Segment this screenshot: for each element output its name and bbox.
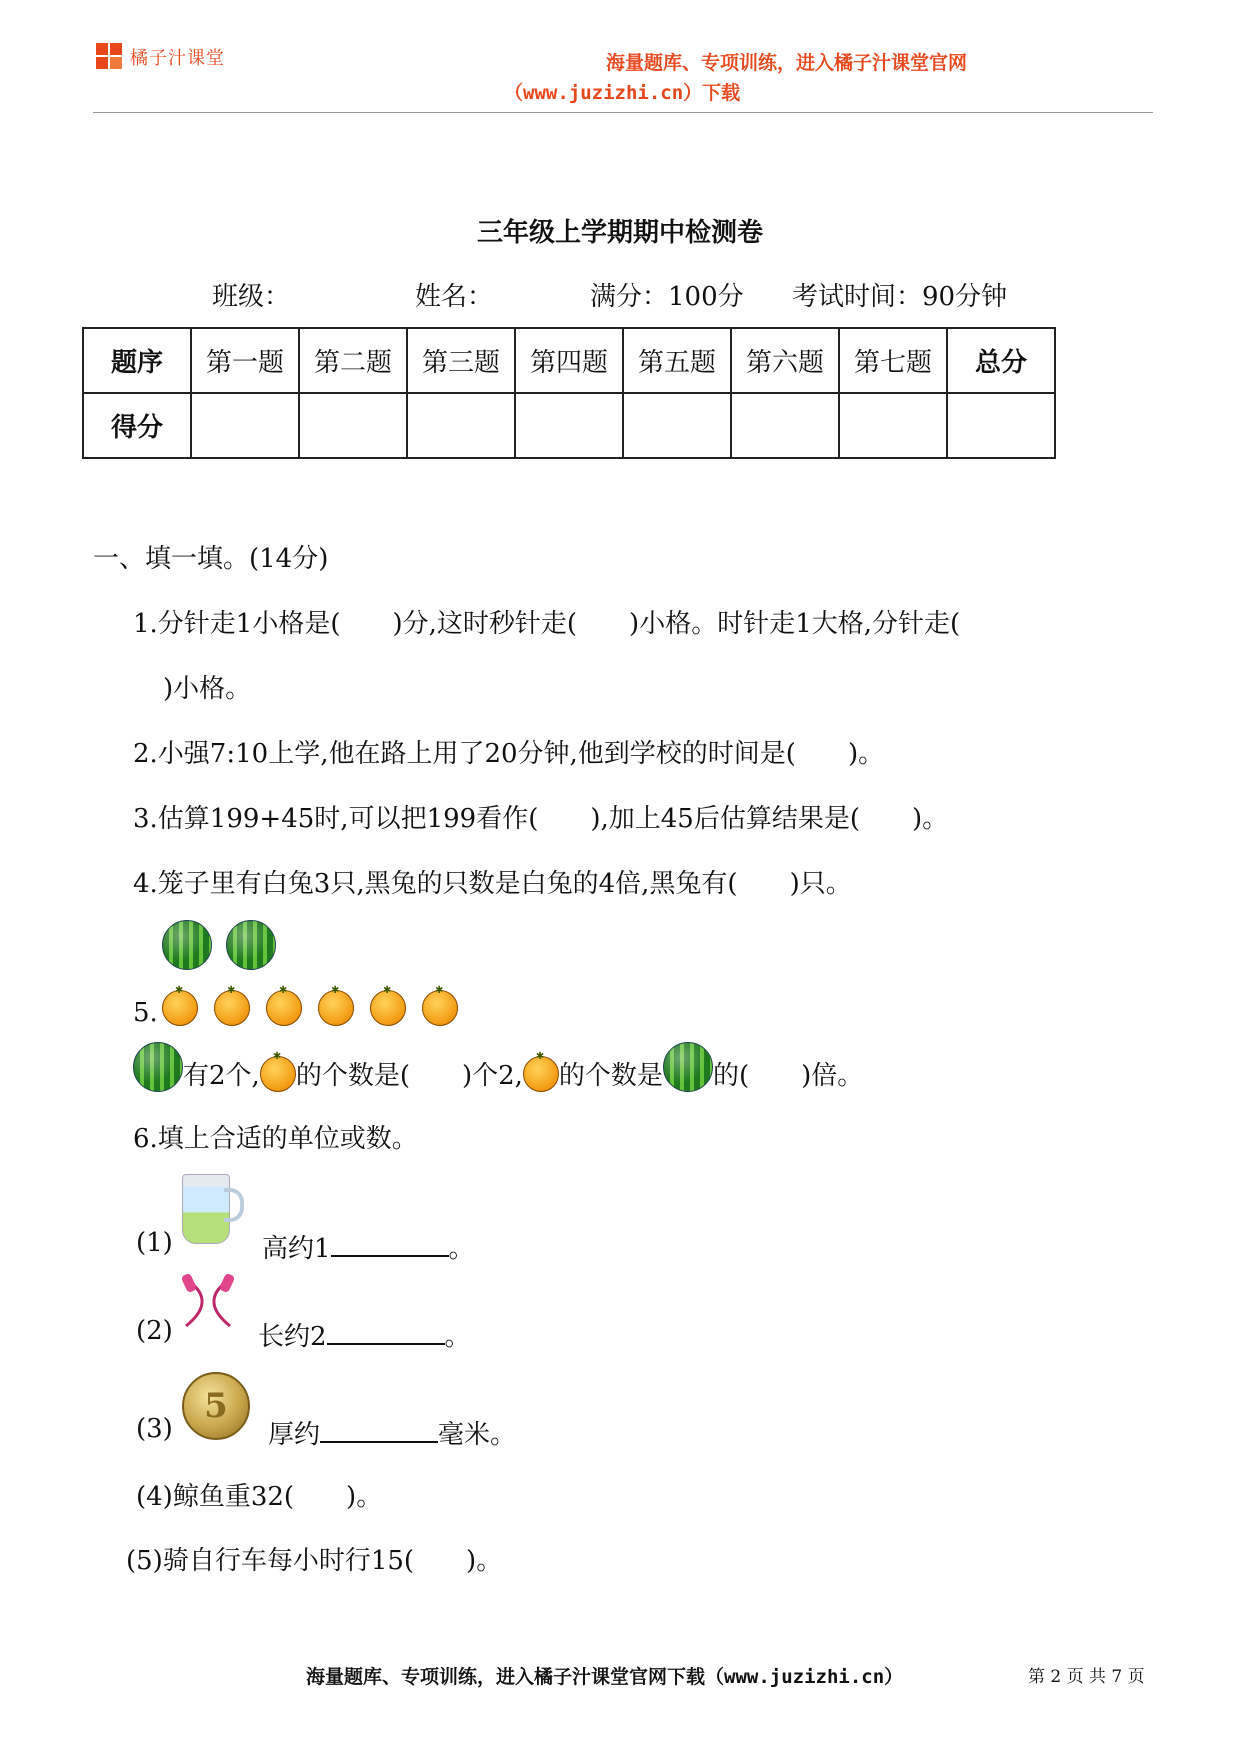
logo-mark-icon [96, 43, 124, 71]
score-cell[interactable] [515, 393, 623, 458]
score-cell[interactable] [731, 393, 839, 458]
q6-4: (4)鲸鱼重32( )。 [136, 1482, 383, 1512]
period: 。 [444, 1322, 471, 1352]
period: 。 [448, 1234, 475, 1264]
page-number: 第 2 页 共 7 页 [1028, 1667, 1145, 1687]
jump-rope-icon [176, 1272, 240, 1336]
watermelon-icon [663, 1042, 713, 1092]
orange-row [162, 990, 458, 1026]
q6-5: (5)骑自行车每小时行15( )。 [126, 1546, 503, 1576]
period: 。 [490, 1420, 517, 1450]
question-4: 4.笼子里有白兔3只,黑兔的只数是白兔的4倍,黑兔有( )只。 [133, 869, 852, 899]
score-cell[interactable] [191, 393, 299, 458]
footer-text[interactable]: 海量题库、专项训练，进入橘子汁课堂官网下载（www.juzizhi.cn） [306, 1666, 904, 1688]
orange-icon [318, 990, 354, 1026]
q6-3-unit: 毫米 [438, 1420, 491, 1450]
row-header-cell: 题序 [83, 328, 191, 393]
column-header: 第二题 [299, 328, 407, 393]
q6-3-sentence [268, 1414, 516, 1451]
q5-text-3: 的个数是 [558, 1061, 663, 1091]
question-6: 6.填上合适的单位或数。 [133, 1124, 418, 1154]
score-cell[interactable] [623, 393, 731, 458]
q6-2-sentence [258, 1316, 471, 1353]
header-ad-line2[interactable]: （www.juzizhi.cn）下载 [504, 82, 741, 104]
q6-3-label: (3) [136, 1414, 173, 1444]
column-header: 第四题 [515, 328, 623, 393]
q5-text-1: 有2个, [183, 1061, 260, 1091]
site-logo[interactable] [96, 43, 225, 71]
coin-digit: 5 [204, 1386, 228, 1426]
header-divider [93, 112, 1153, 113]
cup-icon [178, 1170, 242, 1246]
class-label: 班级： [212, 282, 291, 312]
orange-icon [162, 990, 198, 1026]
orange-icon [370, 990, 406, 1026]
total-header: 总分 [947, 328, 1055, 393]
column-header: 第三题 [407, 328, 515, 393]
watermelon-row [162, 920, 276, 970]
score-table-header-row [83, 328, 1055, 393]
question-5-sentence [133, 1042, 863, 1092]
question-1-line2: )小格。 [163, 674, 252, 704]
column-header: 第六题 [731, 328, 839, 393]
orange-icon [266, 990, 302, 1026]
column-header: 第一题 [191, 328, 299, 393]
q6-1-sentence [262, 1228, 475, 1265]
score-table-score-row [83, 393, 1055, 458]
total-score-cell[interactable] [947, 393, 1055, 458]
orange-icon [422, 990, 458, 1026]
q6-2-label: (2) [136, 1316, 173, 1346]
score-cell[interactable] [407, 393, 515, 458]
q6-1-label: (1) [136, 1228, 173, 1258]
question-3: 3.估算199+45时,可以把199看作( ),加上45后估算结果是( )。 [133, 804, 949, 834]
answer-blank[interactable] [327, 1321, 445, 1345]
page-title: 三年级上学期期中检测卷 [476, 218, 763, 248]
score-cell[interactable] [299, 393, 407, 458]
answer-blank[interactable] [331, 1233, 449, 1257]
score-cell[interactable] [839, 393, 947, 458]
coin-icon [182, 1372, 250, 1440]
exam-time: 考试时间：90分钟 [792, 282, 1008, 312]
q6-3-text: 厚约 [268, 1420, 321, 1450]
q5-text-4: 的( )倍。 [712, 1061, 864, 1091]
score-label-cell: 得分 [83, 393, 191, 458]
column-header: 第五题 [623, 328, 731, 393]
name-label: 姓名： [415, 282, 494, 312]
orange-icon [260, 1056, 296, 1092]
watermelon-icon [133, 1042, 183, 1092]
answer-blank[interactable] [320, 1419, 438, 1443]
question-5-label: 5. [133, 998, 158, 1028]
orange-icon [523, 1056, 559, 1092]
watermelon-icon [226, 920, 276, 970]
q6-2-text: 长约2 [258, 1322, 327, 1352]
score-table [82, 327, 1056, 459]
logo-text: 橘子汁课堂 [130, 48, 225, 69]
orange-icon [214, 990, 250, 1026]
column-header: 第七题 [839, 328, 947, 393]
q6-1-text: 高约1 [262, 1234, 331, 1264]
header-ad-line1: 海量题库、专项训练，进入橘子汁课堂官网 [606, 52, 968, 74]
watermelon-icon [162, 920, 212, 970]
q5-text-2: 的个数是( )个2, [295, 1061, 523, 1091]
section-heading: 一、填一填。(14分) [93, 544, 329, 574]
question-1-line1: 1.分针走1小格是( )分,这时秒针走( )小格。时针走1大格,分针走( [133, 609, 961, 639]
full-score: 满分：100分 [590, 282, 744, 312]
question-2: 2.小强7:10上学,他在路上用了20分钟,他到学校的时间是( )。 [133, 739, 885, 769]
